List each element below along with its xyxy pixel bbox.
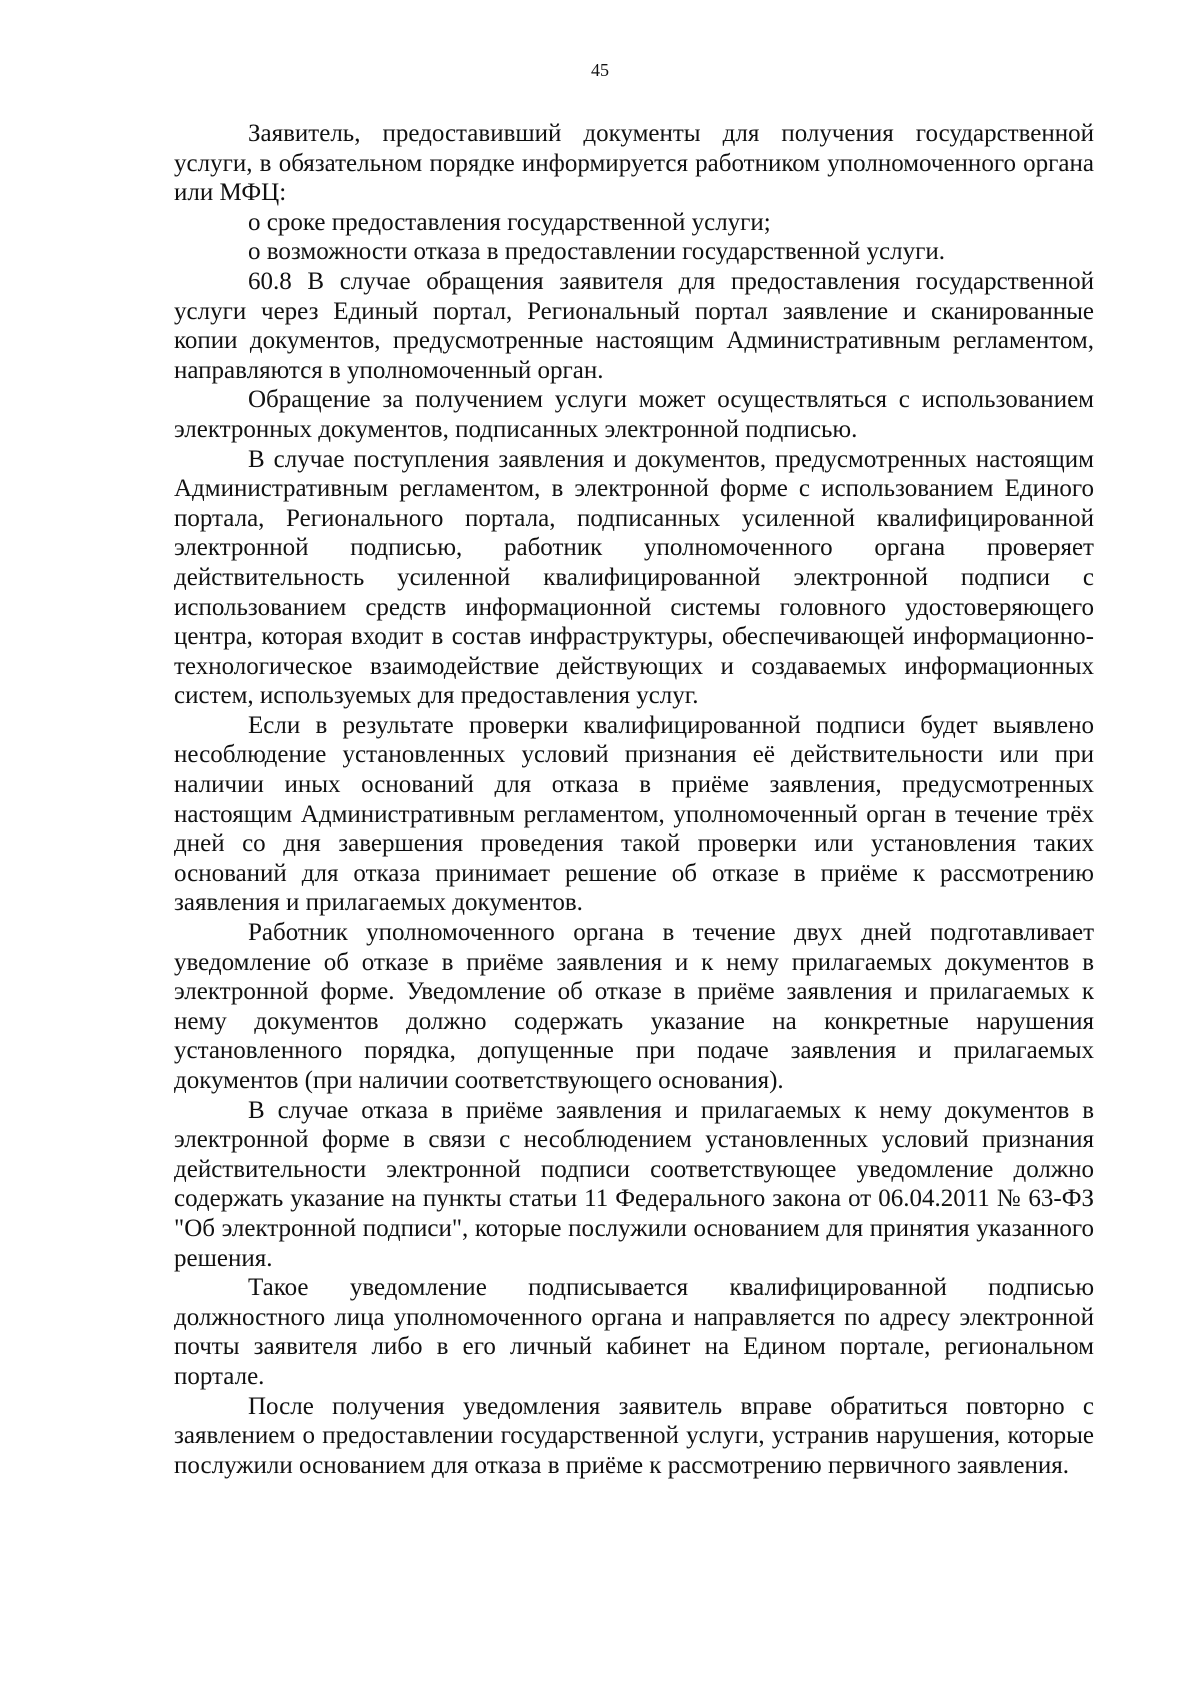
paragraph-refusal-possibility: о возможности отказа в предоставлении государственной услуги. xyxy=(248,238,945,266)
paragraph-60-8: 60.8 В случае обращения заявителя для предоставления государственной услуги через Единый портал, Региональный портал заявление и сканированные копии документов, предусмотренные настоящим Административным регламентом, направляются в уполномоченный орган. xyxy=(174,267,1094,384)
paragraph-refusal-notice-content: В случае отказа в приёме заявления и прилагаемых к нему документов в электронной форме в связи с несоблюдением установленных условий признания действительности электронной подписи соответствующее уведомление должно содержать указание на пункты статьи 11 Федерального закона от 06.04.2011 № 63-ФЗ "Об электронной подписи", которые послужили основанием для принятия указанного решения. xyxy=(174,1096,1094,1272)
paragraph-signature-check: В случае поступления заявления и документов, предусмотренных настоящим Административным регламентом, в электронной форме с использованием Единого портала, Регионального портала, подписанных усиленной квалифицированной электронной подписью, работник уполномоченного органа проверяет действительность усиленной квалифицированной электронной подписи с использованием средств информационной системы головного удостоверяющего центра, которая входит в состав инфраструктуры, обеспечивающей информационно-технологическое взаимодействие действующих и создаваемых информационных систем, используемых для предоставления услуг. xyxy=(174,445,1094,710)
paragraph-refusal-notice-preparation: Работник уполномоченного органа в течение двух дней подготавливает уведомление об отказе в приёме заявления и к нему прилагаемых документов в электронной форме. Уведомление об отказе в приёме заявления и прилагаемых к нему документов должно содержать указание на конкретные нарушения установленного порядка, допущенные при подаче заявления и прилагаемых документов (при наличии соответствующего основания). xyxy=(174,919,1094,1094)
paragraph-service-term: о сроке предоставления государственной услуги; xyxy=(248,208,771,236)
paragraph-notification-intro: Заявитель, предоставивший документы для получения государственной услуги, в обязательном порядке информируется работником уполномоченного органа или МФЦ: xyxy=(174,120,1094,207)
document-body xyxy=(174,119,1094,1480)
paragraph-refusal-decision: Если в результате проверки квалифицированной подписи будет выявлено несоблюдение установленных условий признания её действительности или при наличии иных оснований для отказа в приёме заявления, предусмотренных настоящим Административным регламентом, уполномоченный орган в течение трёх дней со дня завершения проведения такой проверки или установления таких оснований для отказа принимает решение об отказе в приёме к рассмотрению заявления и прилагаемых документов. xyxy=(174,711,1094,917)
page-number: 45 xyxy=(591,60,609,80)
paragraph-repeat-application: После получения уведомления заявитель вправе обратиться повторно с заявлением о предоставлении государственной услуги, устранив нарушения, которые послужили основанием для отказа в приёме к рассмотрению первичного заявления. xyxy=(174,1392,1094,1479)
paragraph-notice-delivery: Такое уведомление подписывается квалифицированной подписью должностного лица уполномоченного органа и направляется по адресу электронной почты заявителя либо в его личный кабинет на Едином портале, региональном портале. xyxy=(174,1274,1094,1390)
paragraph-electronic-documents: Обращение за получением услуги может осуществляться с использованием электронных документов, подписанных электронной подписью. xyxy=(174,386,1094,443)
